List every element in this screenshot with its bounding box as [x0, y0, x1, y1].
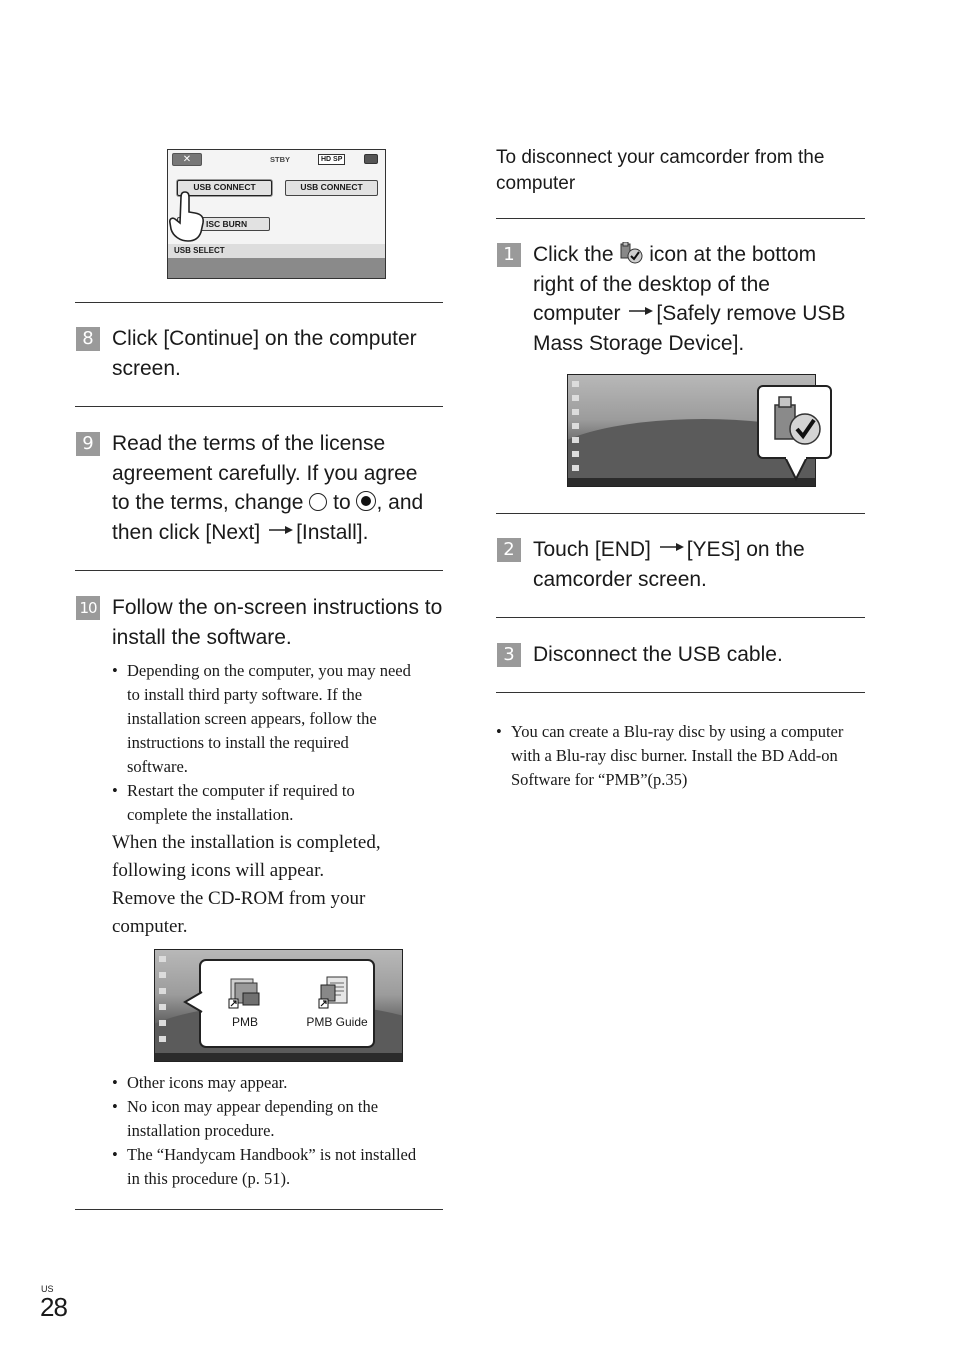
quality-badge: HD SP — [318, 154, 345, 165]
list-item: • You can create a Blu-ray disc by using a computer with a Blu-ray disc burner. Install the BD Add-on Software for “PMB”(p.35) — [496, 720, 864, 792]
disconnect-heading: To disconnect your camcorder from the computer — [496, 147, 825, 194]
remove-cdrom-text: Remove the CD-ROM from your computer. — [112, 888, 366, 937]
radio-empty-icon — [309, 493, 327, 511]
disc-burn-button: ISC BURN — [177, 217, 270, 231]
close-button: ✕ — [172, 153, 202, 166]
list-item: • Depending on the computer, you may need to install third party software. If the installation screen appears, follow the instructions to install the required software. — [112, 659, 412, 779]
pmb-icon — [227, 977, 263, 1011]
pmb-guide-icon-label: PMB Guide — [306, 1015, 368, 1029]
step-3-text: Disconnect the USB cable. — [533, 643, 783, 666]
pmb-guide-icon — [317, 975, 353, 1011]
arrow-right-icon — [660, 541, 684, 553]
step-10-bullets — [112, 659, 412, 827]
step-2-text: Touch [END] [YES] on the camcorder screen. — [533, 538, 805, 591]
list-item: • Restart the computer if required to complete the installation. — [112, 779, 412, 827]
step-number-1: 1 — [497, 243, 521, 267]
status-label: STBY — [270, 155, 291, 164]
divider — [75, 570, 443, 571]
radio-selected-icon — [356, 491, 376, 511]
divider — [496, 617, 865, 618]
divider — [75, 406, 443, 407]
desktop-icons-figure — [154, 949, 403, 1062]
divider — [496, 692, 865, 693]
icons-callout — [199, 959, 375, 1048]
safely-remove-hardware-icon-large — [769, 395, 823, 449]
divider — [75, 302, 443, 303]
step-number-9: 9 — [76, 432, 100, 456]
divider — [496, 218, 865, 219]
usb-connect-button-2: USB CONNECT — [285, 180, 378, 196]
step-number-8: 8 — [76, 327, 100, 351]
step-8-text: Click [Continue] on the computer screen. — [112, 327, 417, 380]
page-number: 28 — [40, 1292, 67, 1322]
step-9-text: Read the terms of the license agreement carefully. If you agree to the terms, change to , and then click [Next] [Install]. — [112, 432, 424, 544]
arrow-right-icon — [629, 305, 653, 317]
callout-pointer — [183, 990, 203, 1014]
usb-select-bar: USB SELECT — [168, 244, 385, 258]
camcorder-screen-footer — [168, 258, 385, 279]
divider — [496, 513, 865, 514]
region-label: US — [41, 1284, 54, 1294]
list-item: • Other icons may appear. — [112, 1071, 422, 1095]
camcorder-screen-figure — [167, 149, 386, 279]
step-number-3: 3 — [497, 643, 521, 667]
divider — [75, 1209, 443, 1210]
safely-remove-hardware-icon — [619, 242, 643, 264]
arrow-right-icon — [269, 524, 293, 536]
list-item: • No icon may appear depending on the installation procedure. — [112, 1095, 422, 1143]
step-1-text: Click the icon at the bottom right of the desktop of the computer [Safely remove USB Mass Storage Device]. — [533, 243, 846, 355]
step-10-notes — [112, 1071, 422, 1191]
blu-ray-note — [496, 720, 864, 792]
callout-pointer — [783, 457, 809, 483]
tray-icon-callout — [757, 385, 832, 459]
step-10-text: Follow the on-screen instructions to install the software. — [112, 596, 443, 649]
pmb-icon-label: PMB — [231, 1015, 258, 1029]
installation-complete-text: When the installation is completed, following icons will appear. — [112, 832, 381, 881]
battery-icon — [364, 154, 378, 164]
usb-connect-button-1: USB CONNECT — [177, 180, 272, 196]
list-item: • The “Handycam Handbook” is not installed in this procedure (p. 51). — [112, 1143, 422, 1191]
hand-pointer-icon — [168, 190, 208, 242]
step-number-10: 10 — [76, 596, 100, 620]
step-number-2: 2 — [497, 538, 521, 562]
